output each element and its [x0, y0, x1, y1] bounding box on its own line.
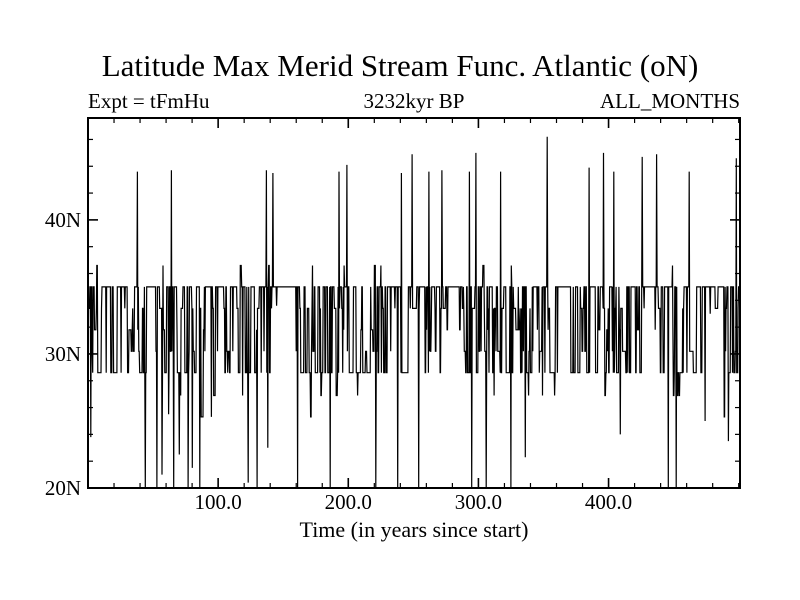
- x-axis-title: Time (in years since start): [299, 517, 529, 542]
- experiment-label: Expt = tFmHu: [88, 89, 210, 113]
- svg-text:40N: 40N: [44, 207, 81, 232]
- time-bp-label: 3232kyr BP: [363, 89, 465, 113]
- months-label: ALL_MONTHS: [600, 89, 740, 113]
- svg-text:300.0: 300.0: [454, 490, 503, 514]
- chart-title: Latitude Max Merid Stream Func. Atlantic (oN): [101, 48, 699, 83]
- svg-text:20N: 20N: [44, 476, 81, 500]
- svg-text:100.0: 100.0: [194, 490, 242, 514]
- series-line: [88, 137, 740, 488]
- svg-text:200.0: 200.0: [324, 490, 372, 514]
- svg-text:400.0: 400.0: [584, 490, 633, 514]
- svg-text:30N: 30N: [44, 341, 81, 366]
